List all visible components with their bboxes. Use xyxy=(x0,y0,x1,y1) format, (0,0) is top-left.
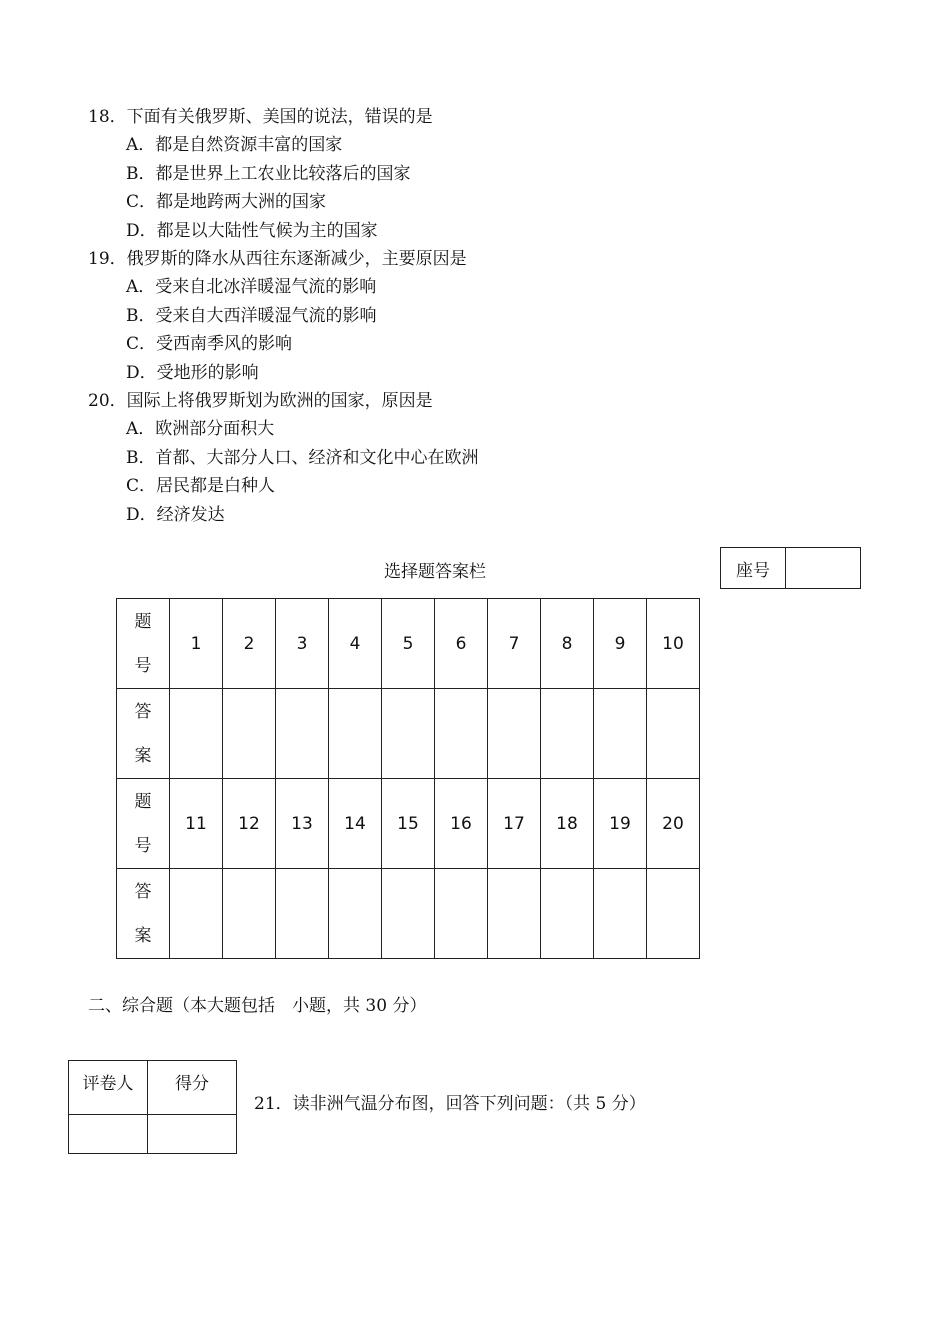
option-b: B．都是世界上工农业比较落后的国家 xyxy=(126,164,411,184)
question-number-cell: 18 xyxy=(541,779,594,869)
number-row-2 xyxy=(117,779,700,869)
seat-label: 座号 xyxy=(721,548,786,589)
question-number-cell: 4 xyxy=(329,599,382,689)
question-number-cell: 8 xyxy=(541,599,594,689)
answer-cell[interactable] xyxy=(223,869,276,959)
answer-table xyxy=(116,598,700,959)
option-a: A．都是自然资源丰富的国家 xyxy=(126,135,343,155)
answer-cell[interactable] xyxy=(382,689,435,779)
answer-cell[interactable] xyxy=(170,869,223,959)
option-a: A．受来自北冰洋暖湿气流的影响 xyxy=(126,277,377,297)
answer-cell[interactable] xyxy=(541,869,594,959)
answer-cell[interactable] xyxy=(382,869,435,959)
option-a: A．欧洲部分面积大 xyxy=(126,419,275,439)
score-label: 得分 xyxy=(148,1061,237,1115)
number-row-header xyxy=(117,599,170,689)
answer-cell[interactable] xyxy=(594,869,647,959)
answer-cell[interactable] xyxy=(488,869,541,959)
answer-cell[interactable] xyxy=(329,689,382,779)
option-d: D．都是以大陆性气候为主的国家 xyxy=(126,221,378,241)
section-2-heading: 二、综合题（本大题包括 小题，共 30 分） xyxy=(88,996,427,1016)
answer-row-header xyxy=(117,869,170,959)
question-number-cell: 14 xyxy=(329,779,382,869)
score-field[interactable] xyxy=(148,1115,237,1154)
header-char: 题 xyxy=(134,611,152,632)
question-number-cell: 10 xyxy=(647,599,700,689)
option-b: B．受来自大西洋暖湿气流的影响 xyxy=(126,306,377,326)
answer-cell[interactable] xyxy=(223,689,276,779)
header-char: 号 xyxy=(134,835,152,856)
header-char: 号 xyxy=(134,655,152,676)
answer-cell[interactable] xyxy=(276,689,329,779)
answer-cell[interactable] xyxy=(594,689,647,779)
header-char: 案 xyxy=(134,925,152,946)
question-stem: 18．下面有关俄罗斯、美国的说法，错误的是 xyxy=(88,107,433,127)
option-c: C．都是地跨两大洲的国家 xyxy=(126,192,327,212)
question-stem: 20．国际上将俄罗斯划为欧洲的国家，原因是 xyxy=(88,391,433,411)
option-c: C．受西南季风的影响 xyxy=(126,334,293,354)
question-number-cell: 3 xyxy=(276,599,329,689)
header-char: 题 xyxy=(134,791,152,812)
answer-cell[interactable] xyxy=(541,689,594,779)
question-21-stem: 21．读非洲气温分布图，回答下列问题：（共 5 分） xyxy=(254,1094,646,1114)
question-number-cell: 13 xyxy=(276,779,329,869)
question-number-cell: 7 xyxy=(488,599,541,689)
question-number-cell: 19 xyxy=(594,779,647,869)
option-d: D．经济发达 xyxy=(126,505,225,525)
question-stem: 19．俄罗斯的降水从西往东逐渐减少，主要原因是 xyxy=(88,249,467,269)
option-d: D．受地形的影响 xyxy=(126,363,259,383)
answer-cell[interactable] xyxy=(329,869,382,959)
answer-row-header xyxy=(117,689,170,779)
question-number-cell: 12 xyxy=(223,779,276,869)
question-number-cell: 9 xyxy=(594,599,647,689)
option-c: C．居民都是白种人 xyxy=(126,476,276,496)
question-number-cell: 16 xyxy=(435,779,488,869)
answer-cell[interactable] xyxy=(170,689,223,779)
answer-row-1 xyxy=(117,689,700,779)
question-number-cell: 20 xyxy=(647,779,700,869)
grader-score-box xyxy=(68,1060,237,1154)
header-char: 答 xyxy=(134,881,152,902)
grader-label: 评卷人 xyxy=(69,1061,148,1115)
answer-row-2 xyxy=(117,869,700,959)
number-row-header xyxy=(117,779,170,869)
header-char: 答 xyxy=(134,701,152,722)
number-row-1 xyxy=(117,599,700,689)
answer-cell[interactable] xyxy=(488,689,541,779)
grader-field[interactable] xyxy=(69,1115,148,1154)
seat-value-field[interactable] xyxy=(786,548,861,589)
answer-cell[interactable] xyxy=(435,689,488,779)
answer-cell[interactable] xyxy=(435,869,488,959)
answer-cell[interactable] xyxy=(276,869,329,959)
question-number-cell: 6 xyxy=(435,599,488,689)
question-number-cell: 1 xyxy=(170,599,223,689)
question-number-cell: 11 xyxy=(170,779,223,869)
answer-cell[interactable] xyxy=(647,869,700,959)
header-char: 案 xyxy=(134,745,152,766)
question-number-cell: 2 xyxy=(223,599,276,689)
answer-sheet-title: 选择题答案栏 xyxy=(384,562,486,582)
option-b: B．首都、大部分人口、经济和文化中心在欧洲 xyxy=(126,448,479,468)
answer-cell[interactable] xyxy=(647,689,700,779)
question-number-cell: 5 xyxy=(382,599,435,689)
seat-number-box xyxy=(720,547,861,589)
question-number-cell: 15 xyxy=(382,779,435,869)
question-number-cell: 17 xyxy=(488,779,541,869)
